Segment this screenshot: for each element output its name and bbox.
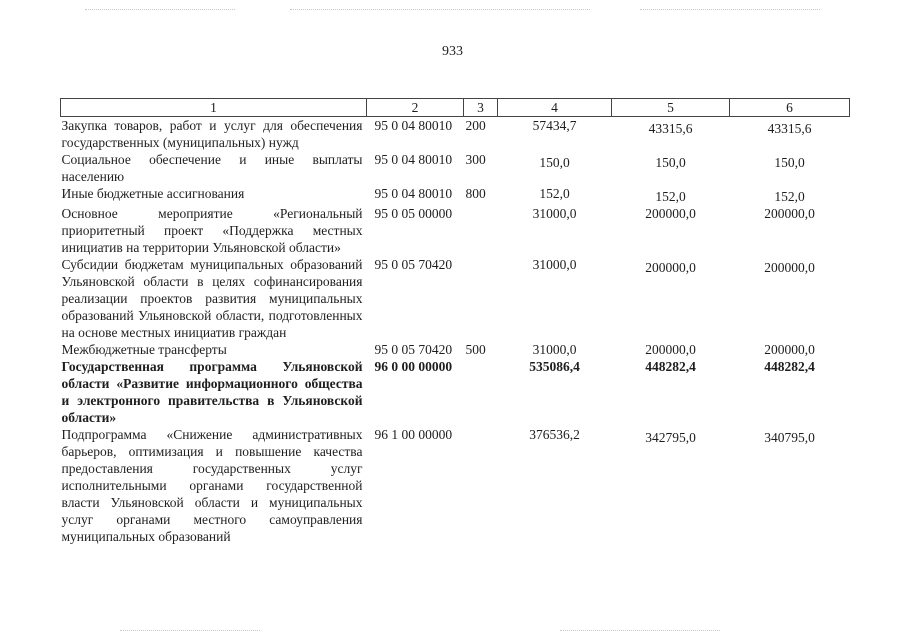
- budget-table: [60, 98, 850, 545]
- column-header-1: 1: [61, 99, 367, 117]
- row-code: 96 1 00 00000: [374, 427, 453, 442]
- row-value-col6: 200000,0: [764, 260, 815, 275]
- table-row: [61, 185, 850, 205]
- row-expense-type: [464, 358, 498, 426]
- row-expense-type: [464, 256, 498, 341]
- row-name: Социальное обеспечение и иные выплаты населению: [61, 152, 363, 184]
- row-value-col4: 376536,2: [529, 427, 580, 442]
- table-row: [61, 358, 850, 426]
- table-row: [61, 205, 850, 256]
- scan-artifact-top-center: [290, 9, 590, 10]
- table-row: [61, 151, 850, 185]
- row-code: 95 0 05 70420: [374, 257, 453, 272]
- row-value-col6: 200000,0: [764, 342, 815, 357]
- row-value-col4: 31000,0: [532, 257, 577, 272]
- row-value-col6: 200000,0: [764, 206, 815, 221]
- row-value-col4: 535086,4: [529, 359, 580, 374]
- row-value-col4: 57434,7: [532, 118, 577, 133]
- row-expense-type: 200: [465, 118, 486, 133]
- row-value-col6: 150,0: [774, 155, 805, 170]
- page-number: 933: [442, 44, 463, 59]
- table-row: [61, 256, 850, 341]
- table-row: [61, 341, 850, 358]
- row-expense-type: 500: [465, 342, 486, 357]
- row-value-col4: 31000,0: [532, 206, 577, 221]
- scan-artifact-top-left: [85, 9, 235, 10]
- row-value-col6: 43315,6: [767, 121, 812, 136]
- row-value-col4: 31000,0: [532, 342, 577, 357]
- row-code: 95 0 04 80010: [374, 118, 453, 133]
- row-code: 95 0 05 70420: [374, 342, 453, 357]
- table-row: [61, 117, 850, 152]
- column-header-5: 5: [612, 99, 730, 117]
- row-name: Межбюджетные трансферты: [61, 342, 227, 357]
- row-code: 95 0 05 00000: [374, 206, 453, 221]
- column-header-2: 2: [367, 99, 464, 117]
- row-value-col5: 43315,6: [648, 121, 693, 136]
- row-value-col5: 448282,4: [645, 359, 696, 374]
- row-value-col6: 152,0: [774, 189, 805, 204]
- scan-artifact-bottom-right: [560, 630, 720, 631]
- row-name: Закупка товаров, работ и услуг для обеспечения государственных (муниципальных) нужд: [61, 118, 363, 150]
- row-value-col5: 342795,0: [645, 430, 696, 445]
- row-code: 96 0 00 00000: [374, 359, 453, 374]
- row-value-col6: 448282,4: [764, 359, 815, 374]
- row-expense-type: [464, 426, 498, 545]
- scan-artifact-top-right: [640, 9, 820, 10]
- row-value-col5: 200000,0: [645, 206, 696, 221]
- row-value-col5: 150,0: [655, 155, 686, 170]
- row-expense-type: 800: [465, 186, 486, 201]
- row-value-col5: 200000,0: [645, 260, 696, 275]
- row-name: Субсидии бюджетам муниципальных образований Ульяновской области в целях софинансирования реализации проектов развития муниципальных образований Ульяновской области, подготовленных на основе местных инициатив граждан: [61, 257, 363, 340]
- row-name: Государственная программа Ульяновской области «Развитие информационного общества и электронного правительства в Ульяновской области»: [61, 359, 363, 425]
- row-value-col6: 340795,0: [764, 430, 815, 445]
- row-value-col4: 152,0: [539, 186, 570, 201]
- row-expense-type: [464, 205, 498, 256]
- column-header-4: 4: [498, 99, 612, 117]
- row-name: Подпрограмма «Снижение административных барьеров, оптимизация и повышение качества предоставления государственных услуг исполнительными органами государственной власти Ульяновской области и муниципальных услуг органами местного самоуправления муниципальных образований: [61, 427, 363, 544]
- row-name: Основное мероприятие «Региональный приоритетный проект «Поддержка местных инициатив на территории Ульяновской области»: [61, 206, 363, 255]
- row-value-col5: 152,0: [655, 189, 686, 204]
- header-row: [61, 99, 850, 117]
- row-code: 95 0 04 80010: [374, 186, 453, 201]
- scan-artifact-bottom-left: [120, 630, 260, 631]
- row-value-col5: 200000,0: [645, 342, 696, 357]
- row-name: Иные бюджетные ассигнования: [61, 186, 245, 201]
- row-expense-type: 300: [465, 152, 486, 167]
- table-row: [61, 426, 850, 545]
- column-header-6: 6: [730, 99, 850, 117]
- column-header-3: 3: [464, 99, 498, 117]
- row-code: 95 0 04 80010: [374, 152, 453, 167]
- row-value-col4: 150,0: [539, 155, 570, 170]
